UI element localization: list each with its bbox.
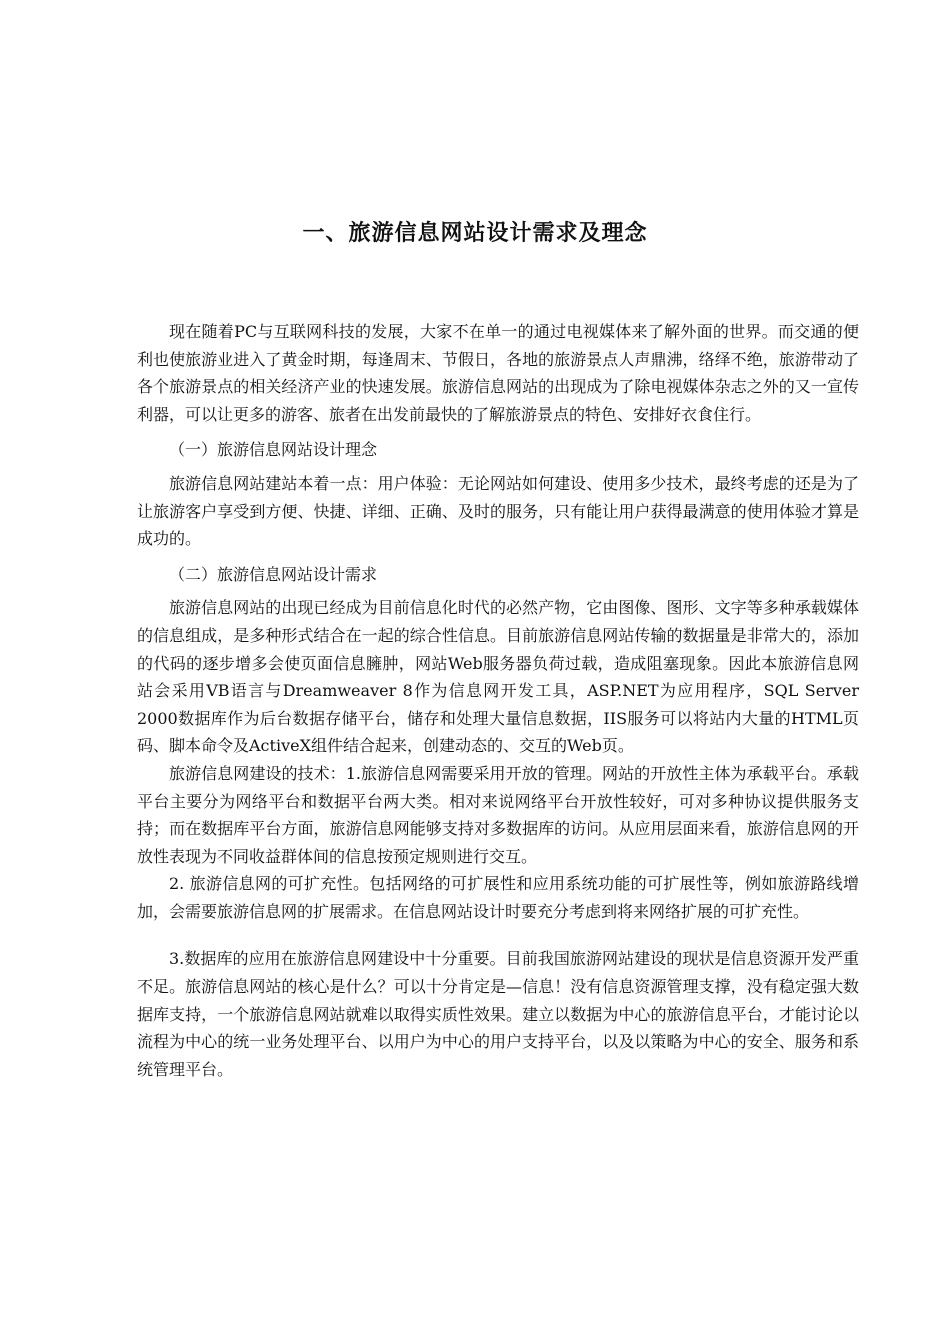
section2-paragraph-4: 3.数据库的应用在旅游信息网建设中十分重要。目前我国旅游网站建设的现状是信息资源开发严重不足。旅游信息网站的核心是什么？可以十分肯定是—信息！没有信息资源管理支撑，没有稳定强大数据库支持，一个旅游信息网站就难以取得实质性效果。建立以数据为中心的旅游信息平台，才能讨论以流程为中心的统一业务处理平台、以用户为中心的用户支持平台，以及以策略为中心的安全、服务和系统管理平台。 bbox=[137, 949, 859, 1079]
intro-paragraph: 现在随着PC与互联网科技的发展，大家不在单一的通过电视媒体来了解外面的世界。而交通的便利也使旅游业进入了黄金时期，每逢周末、节假日，各地的旅游景点人声鼎沸，络绎不绝，旅游带动了各个旅游景点的相关经济产业的快速发展。旅游信息网站的出现成为了除电视媒体杂志之外的又一宣传利器，可以让更多的游客、旅者在出发前最快的了解旅游景点的特色、安排好衣食住行。 bbox=[137, 322, 859, 424]
section2-paragraph-3: 2. 旅游信息网的可扩充性。包括网络的可扩展性和应用系统功能的可扩展性等，例如旅游路线增加，会需要旅游信息网的扩展需求。在信息网站设计时要充分考虑到将来网络扩展的可扩充性。 bbox=[137, 874, 859, 921]
document-body bbox=[137, 318, 859, 1083]
section2-heading: （二）旅游信息网站设计需求 bbox=[169, 564, 378, 584]
section2-paragraph-2: 旅游信息网建设的技术：1.旅游信息网需要采用开放的管理。网站的开放性主体为承载平台。承载平台主要分为网络平台和数据平台两大类。相对来说网络平台开放性较好，可对多种协议提供服务支持；而在数据库平台方面，旅游信息网能够支持对多数据库的访问。从应用层面来看，旅游信息网的开放性表现为不同收益群体间的信息按预定规则进行交互。 bbox=[137, 763, 859, 866]
document-title: 一、旅游信息网站设计需求及理念 bbox=[302, 221, 648, 246]
section1-paragraph: 旅游信息网站建站本着一点：用户体验：无论网站如何建设、使用多少技术，最终考虑的还是为了让旅游客户享受到方便、快捷、详细、正确、及时的服务，只有能让用户获得最满意的使用体验才算是成功的。 bbox=[137, 473, 859, 549]
section2-paragraph-1: 旅游信息网站的出现已经成为目前信息化时代的必然产物，它由图像、图形、文字等多种承载媒体的信息组成，是多种形式结合在一起的综合性信息。目前旅游信息网站传输的数据量是非常大的，添加的代码的逐步增多会使页面信息臃肿，网站Web服务器负荷过载，造成阻塞现象。因此本旅游信息网站会采用VB语言与Dreamweaver 8作为信息网开发工具，ASP.NET为应用程序，SQL Server 2000数据库作为后台数据存储平台，储存和处理大量信息数据，IIS服务可以将站内大量的HTML页码、脚本命令及ActiveX组件结合起来，创建动态的、交互的Web页。 bbox=[137, 598, 859, 756]
section1-heading: （一）旅游信息网站设计理念 bbox=[169, 440, 378, 460]
